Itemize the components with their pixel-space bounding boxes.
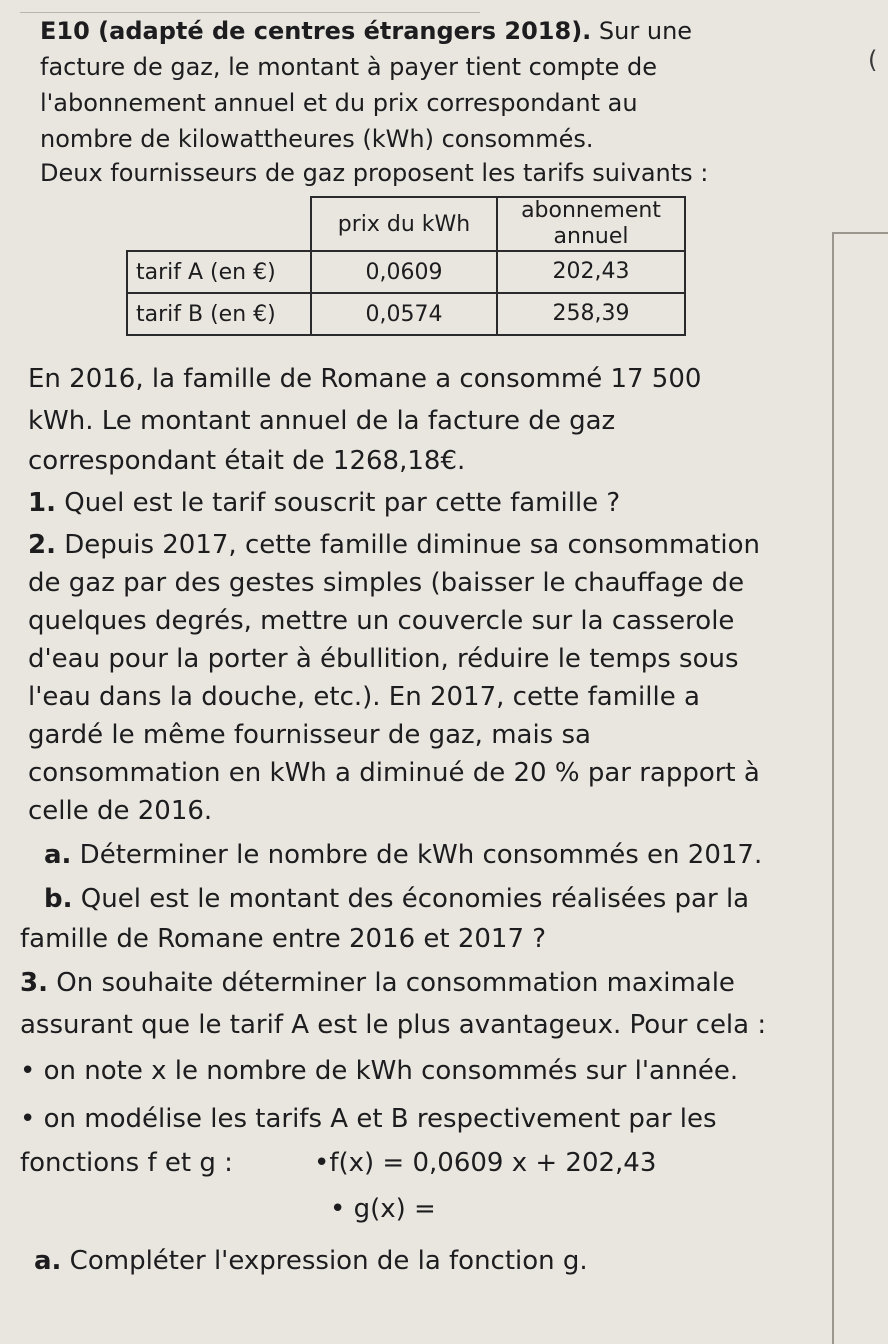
question-1: [28, 486, 620, 520]
header-price-kwh: prix du kWh: [311, 197, 497, 251]
subscription-tarif-a: 202,43: [497, 251, 685, 293]
context-line-2: kWh. Le montant annuel de la facture de gaz: [28, 406, 616, 436]
intro-text: Sur une: [591, 17, 693, 45]
row-label-tarif-a: tarif A (en €): [127, 251, 311, 293]
question-1-number: 1.: [28, 488, 56, 518]
question-2b-line-2: famille de Romane entre 2016 et 2017 ?: [20, 924, 547, 954]
question-2b-label: b.: [44, 884, 73, 914]
margin-parenthesis: (: [868, 46, 878, 74]
question-2-line-7: consommation en kWh a diminué de 20 % par rapport à: [28, 758, 760, 788]
question-2-line-1: [28, 528, 760, 562]
question-2-line-3: quelques degrés, mettre un couvercle sur la casserole: [28, 606, 735, 636]
top-rule: [20, 12, 480, 13]
header-subscription: abonnement annuel: [497, 197, 685, 251]
question-3-line-1: [20, 966, 735, 1000]
question-3-bullet-2: • on modélise les tarifs A et B respectivement par les: [20, 1104, 717, 1134]
question-2a-label: a.: [44, 840, 72, 870]
intro-line-2: facture de gaz, le montant à payer tient compte de: [40, 53, 657, 81]
question-3-number: 3.: [20, 968, 48, 998]
question-2-line-4: d'eau pour la porter à ébullition, réduire le temps sous: [28, 644, 739, 674]
subscription-tarif-b: 258,39: [497, 293, 685, 335]
function-f-expression: •f(x) = 0,0609 x + 202,43: [314, 1148, 657, 1178]
function-g-expression: • g(x) =: [330, 1194, 436, 1224]
question-1-text: Quel est le tarif souscrit par cette famille ?: [55, 488, 621, 518]
question-2-line-6: gardé le même fournisseur de gaz, mais sa: [28, 720, 591, 750]
question-2a: [44, 838, 762, 872]
question-2b-text: Quel est le montant des économies réalisées par la: [72, 884, 750, 914]
intro-line-4: nombre de kilowattheures (kWh) consommés.: [40, 125, 594, 153]
table-corner: [127, 197, 311, 251]
question-2b-line-1: [44, 882, 749, 916]
tariff-table: [126, 196, 686, 336]
intro-line-1: [40, 14, 692, 48]
question-2-number: 2.: [28, 530, 56, 560]
intro-line-5: Deux fournisseurs de gaz proposent les tarifs suivants :: [40, 159, 709, 187]
question-2-line-2: de gaz par des gestes simples (baisser le chauffage de: [28, 568, 745, 598]
table-row: [127, 293, 685, 335]
question-3-text: On souhaite déterminer la consommation maximale: [47, 968, 735, 998]
exercise-title: E10 (adapté de centres étrangers 2018).: [40, 17, 592, 45]
price-tarif-a: 0,0609: [311, 251, 497, 293]
row-label-tarif-b: tarif B (en €): [127, 293, 311, 335]
question-3a-text: Compléter l'expression de la fonction g.: [61, 1246, 588, 1276]
question-2-line-8: celle de 2016.: [28, 796, 213, 826]
question-2-text: Depuis 2017, cette famille diminue sa consommation: [55, 530, 761, 560]
question-3-bullet-1: • on note x le nombre de kWh consommés sur l'année.: [20, 1056, 739, 1086]
context-line-3: correspondant était de 1268,18€.: [28, 446, 466, 476]
question-3a: [34, 1244, 588, 1278]
context-line-1: En 2016, la famille de Romane a consommé 17 500: [28, 364, 702, 394]
question-2a-text: Déterminer le nombre de kWh consommés en 2017.: [71, 840, 763, 870]
table-header-row: [127, 197, 685, 251]
intro-line-3: l'abonnement annuel et du prix correspondant au: [40, 89, 638, 117]
price-tarif-b: 0,0574: [311, 293, 497, 335]
table-row: [127, 251, 685, 293]
question-3-line-2: assurant que le tarif A est le plus avantageux. Pour cela :: [20, 1010, 767, 1040]
adjacent-page-edge: [832, 232, 888, 1344]
functions-label: fonctions f et g :: [20, 1148, 233, 1178]
question-3a-label: a.: [34, 1246, 62, 1276]
question-2-line-5: l'eau dans la douche, etc.). En 2017, cette famille a: [28, 682, 700, 712]
